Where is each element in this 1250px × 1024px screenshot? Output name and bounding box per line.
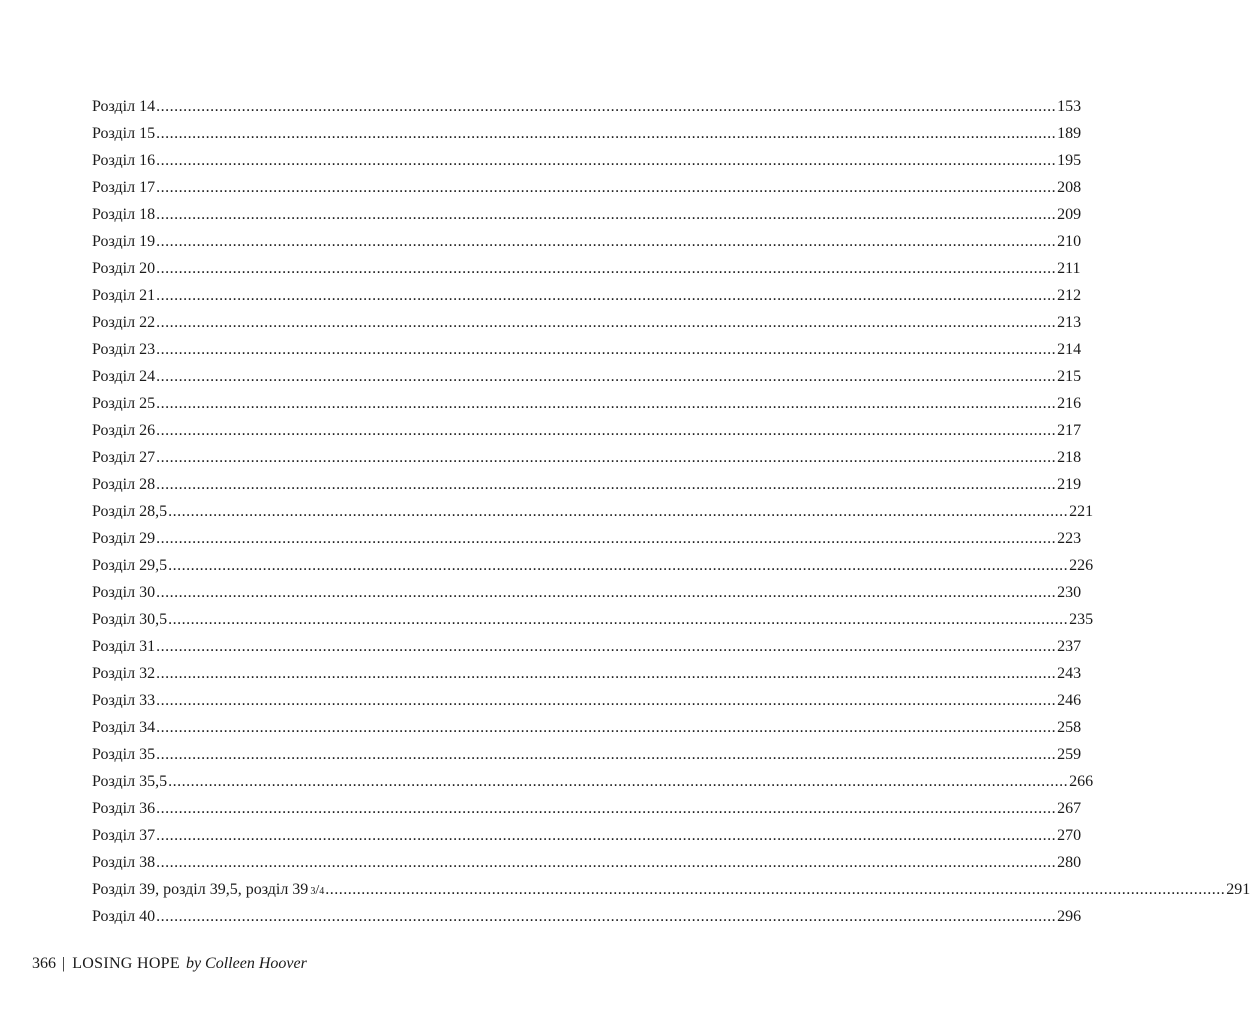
toc-entry-page: 218	[1057, 449, 1082, 466]
toc-entry-title: Розділ 39, розділ 39,5, розділ 39	[92, 881, 309, 898]
toc-entry-title: Розділ 14	[92, 98, 156, 115]
toc-entry-page: 217	[1057, 422, 1082, 439]
toc-entry-page: 226	[1069, 557, 1094, 574]
toc-entry-page: 216	[1057, 395, 1082, 412]
toc-entry-page: 267	[1057, 800, 1082, 817]
dot-leader: ........................................................................................................................................................................................................	[156, 638, 1057, 655]
toc-entry	[92, 228, 1082, 255]
toc-entry	[92, 390, 1082, 417]
toc-entry	[92, 363, 1082, 390]
book-title: LOSING HOPE	[72, 955, 180, 972]
toc-entry-title: Розділ 32	[92, 665, 156, 682]
toc-entry-title: Розділ 24	[92, 368, 156, 385]
toc-entry-title: Розділ 20	[92, 260, 156, 277]
dot-leader: ........................................................................................................................................................................................................	[156, 287, 1057, 304]
dot-leader: ........................................................................................................................................................................................................	[168, 557, 1069, 574]
toc-entry	[92, 633, 1082, 660]
toc-entry	[92, 336, 1082, 363]
toc-entry-title: Розділ 25	[92, 395, 156, 412]
toc-entry	[92, 525, 1082, 552]
toc-entry	[92, 849, 1082, 876]
dot-leader: ........................................................................................................................................................................................................	[156, 395, 1057, 412]
table-of-contents	[92, 93, 1250, 930]
toc-entry-page: 208	[1057, 179, 1082, 196]
toc-entry-title: Розділ 28	[92, 476, 156, 493]
dot-leader: ........................................................................................................................................................................................................	[156, 665, 1057, 682]
toc-entry	[92, 444, 1082, 471]
dot-leader: ........................................................................................................................................................................................................	[156, 341, 1057, 358]
dot-leader: ........................................................................................................................................................................................................	[156, 179, 1057, 196]
toc-entry-title: Розділ 30	[92, 584, 156, 601]
toc-entry-page: 153	[1057, 98, 1082, 115]
toc-entry-title: Розділ 16	[92, 152, 156, 169]
toc-entry-title: Розділ 21	[92, 287, 156, 304]
toc-entry-page: 211	[1057, 260, 1081, 277]
toc-entry-page: 243	[1057, 665, 1082, 682]
fraction-denominator: 4	[319, 886, 325, 897]
toc-entry	[92, 255, 1081, 282]
toc-entry-page: 291	[1226, 881, 1250, 898]
toc-entry-page: 258	[1057, 719, 1082, 736]
toc-entry	[92, 660, 1082, 687]
toc-entry	[92, 309, 1082, 336]
dot-leader: ........................................................................................................................................................................................................	[156, 530, 1057, 547]
dot-leader: ........................................................................................................................................................................................................	[156, 98, 1057, 115]
dot-leader: ........................................................................................................................................................................................................	[156, 719, 1057, 736]
toc-entry	[92, 606, 1094, 633]
toc-entry-title: Розділ 19	[92, 233, 156, 250]
dot-leader: ........................................................................................................................................................................................................	[168, 773, 1069, 790]
dot-leader: ........................................................................................................................................................................................................	[156, 233, 1057, 250]
toc-entry-title: Розділ 33	[92, 692, 156, 709]
dot-leader: ........................................................................................................................................................................................................	[156, 800, 1057, 817]
book-author: by Colleen Hoover	[185, 955, 307, 972]
toc-entry-title: Розділ 15	[92, 125, 156, 142]
toc-entry-title: Розділ 29,5	[92, 557, 168, 574]
toc-entry-page: 209	[1057, 206, 1082, 223]
toc-entry-page: 266	[1069, 773, 1094, 790]
dot-leader: ........................................................................................................................................................................................................	[156, 584, 1057, 601]
toc-entry-title: Розділ 22	[92, 314, 156, 331]
toc-entry	[92, 471, 1082, 498]
toc-entry	[92, 417, 1082, 444]
toc-entry-page: 219	[1057, 476, 1082, 493]
toc-entry-title: Розділ 29	[92, 530, 156, 547]
dot-leader: ........................................................................................................................................................................................................	[156, 206, 1057, 223]
toc-entry-page: 195	[1057, 152, 1082, 169]
toc-entry	[92, 714, 1082, 741]
dot-leader: ........................................................................................................................................................................................................	[156, 125, 1057, 142]
toc-entry-page: 210	[1057, 233, 1082, 250]
toc-entry	[92, 903, 1082, 930]
toc-entry-page: 214	[1057, 341, 1082, 358]
toc-entry-title: Розділ 36	[92, 800, 156, 817]
toc-entry	[92, 282, 1082, 309]
dot-leader: ........................................................................................................................................................................................................	[156, 449, 1057, 466]
page-footer	[32, 952, 307, 976]
dot-leader: ........................................................................................................................................................................................................	[156, 368, 1057, 385]
dot-leader: ........................................................................................................................................................................................................	[156, 908, 1057, 925]
dot-leader: ........................................................................................................................................................................................................	[156, 746, 1057, 763]
toc-entry	[92, 93, 1082, 120]
toc-entry	[92, 795, 1082, 822]
toc-entry	[92, 498, 1094, 525]
toc-entry-page: 212	[1057, 287, 1082, 304]
toc-entry-page: 189	[1057, 125, 1082, 142]
toc-entry-title: Розділ 30,5	[92, 611, 168, 628]
toc-entry-title: Розділ 38	[92, 854, 156, 871]
toc-entry-page: 246	[1057, 692, 1082, 709]
toc-entry-title: Розділ 40	[92, 908, 156, 925]
toc-entry-page: 215	[1057, 368, 1082, 385]
toc-entry-title: Розділ 18	[92, 206, 156, 223]
toc-entry-page: 221	[1069, 503, 1094, 520]
toc-entry	[92, 174, 1082, 201]
dot-leader: ........................................................................................................................................................................................................	[156, 152, 1057, 169]
dot-leader: ........................................................................................................................................................................................................	[325, 881, 1226, 898]
toc-entry-page: 270	[1057, 827, 1082, 844]
toc-entry-title: Розділ 35,5	[92, 773, 168, 790]
toc-entry	[92, 201, 1082, 228]
toc-entry-page: 235	[1069, 611, 1094, 628]
toc-entry-page: 280	[1057, 854, 1082, 871]
toc-entry-title: Розділ 34	[92, 719, 156, 736]
dot-leader: ........................................................................................................................................................................................................	[168, 611, 1069, 628]
toc-entry-page: 230	[1057, 584, 1082, 601]
dot-leader: ........................................................................................................................................................................................................	[168, 503, 1069, 520]
toc-entry-page: 259	[1057, 746, 1082, 763]
toc-entry	[92, 147, 1082, 174]
toc-entry-title: Розділ 37	[92, 827, 156, 844]
toc-entry-title: Розділ 27	[92, 449, 156, 466]
toc-entry	[92, 552, 1094, 579]
toc-entry-page: 237	[1057, 638, 1082, 655]
toc-entry-title: Розділ 23	[92, 341, 156, 358]
fraction-slash: /	[315, 883, 320, 898]
toc-entry-page: 213	[1057, 314, 1082, 331]
dot-leader: ........................................................................................................................................................................................................	[156, 476, 1057, 493]
dot-leader: ........................................................................................................................................................................................................	[156, 692, 1057, 709]
page-number: 366	[32, 955, 56, 972]
dot-leader: ........................................................................................................................................................................................................	[156, 422, 1057, 439]
toc-entry-title: Розділ 26	[92, 422, 156, 439]
toc-entry-page: 223	[1057, 530, 1082, 547]
toc-entry-title: Розділ 17	[92, 179, 156, 196]
fraction-numerator: 3	[310, 886, 316, 897]
toc-entry-title: Розділ 31	[92, 638, 156, 655]
toc-entry	[92, 120, 1082, 147]
toc-entry	[92, 687, 1082, 714]
toc-entry-title: Розділ 28,5	[92, 503, 168, 520]
toc-entry	[92, 579, 1082, 606]
dot-leader: ........................................................................................................................................................................................................	[156, 854, 1057, 871]
toc-entry	[92, 822, 1082, 849]
footer-separator: |	[62, 955, 66, 972]
toc-entry-title: Розділ 35	[92, 746, 156, 763]
toc-entry	[92, 741, 1082, 768]
toc-entry-page: 296	[1057, 908, 1082, 925]
dot-leader: ........................................................................................................................................................................................................	[156, 314, 1057, 331]
dot-leader: ........................................................................................................................................................................................................	[156, 260, 1057, 277]
toc-entry	[92, 768, 1094, 795]
toc-entry	[92, 876, 1250, 903]
dot-leader: ........................................................................................................................................................................................................	[156, 827, 1057, 844]
